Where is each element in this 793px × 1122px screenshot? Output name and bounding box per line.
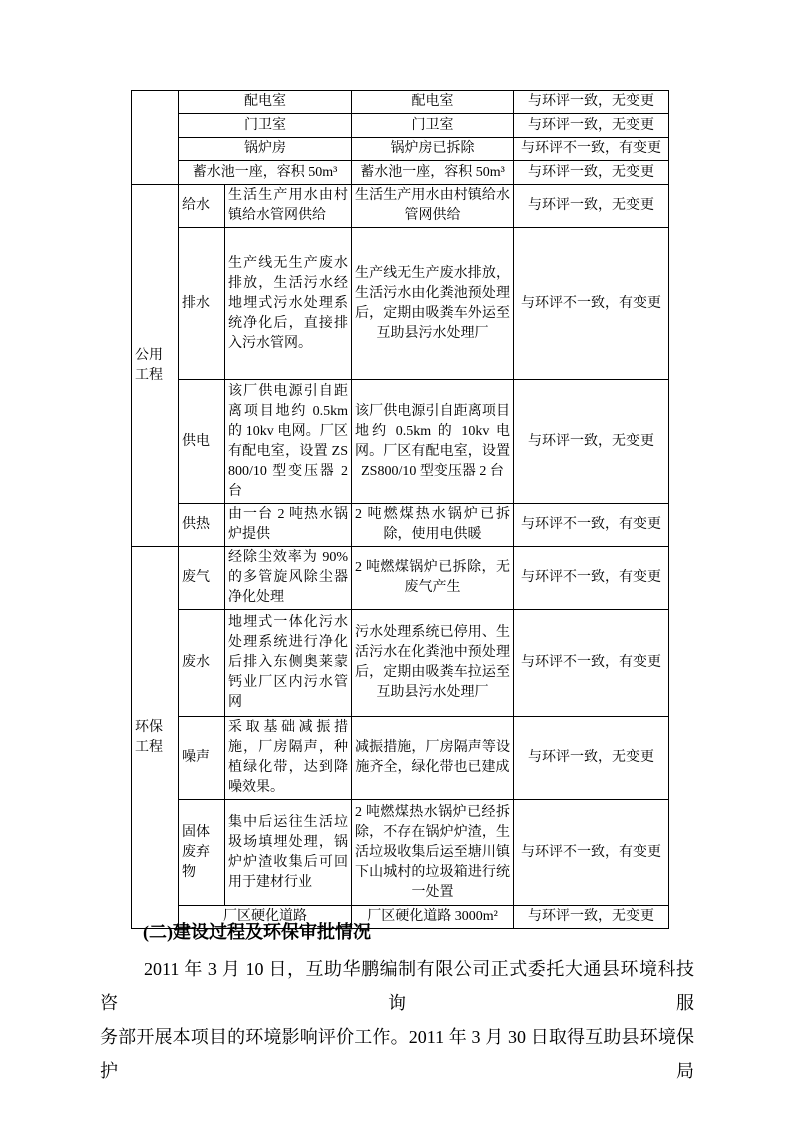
distribution-room-current-cell: 配电室: [352, 91, 514, 114]
table-row: [132, 800, 669, 906]
power-supply-status-cell: 与环评一致，无变更: [514, 380, 669, 504]
drainage-current-cell: 生产线无生产废水排放，生活污水由化粪池预处理后，定期由吸粪车外运至互助县污水处理厂: [352, 228, 514, 380]
water-supply-status-cell: 与环评一致，无变更: [514, 185, 669, 228]
waste-gas-current-cell: 2 吨燃煤锅炉已拆除，无废气产生: [352, 547, 514, 610]
solid-waste-item-cell: 固体废弃物: [179, 800, 225, 906]
table-row: [132, 717, 669, 800]
table-row: [132, 547, 669, 610]
table-row: [132, 185, 669, 228]
distribution-room-status-cell: 与环评一致，无变更: [514, 91, 669, 114]
category-cell-empty: [132, 91, 179, 185]
solid-waste-status-cell: 与环评不一致，有变更: [514, 800, 669, 906]
solid-waste-current-cell: 2 吨燃煤热水锅炉已经拆除，不存在锅炉炉渣，生活垃圾收集后运至塘川镇下山城村的垃圾箱进行统一处置: [352, 800, 514, 906]
heat-supply-approved-cell: 由一台 2 吨热水锅炉提供: [225, 504, 352, 547]
table-row: [132, 138, 669, 161]
hardened-road-approved-cell: 厂区硬化道路: [179, 906, 352, 929]
power-supply-current-cell: 该厂供电源引自距离项目地约 0.5km 的 10kv 电网。厂区有配电室，设置 ZS800/10 型变压器 2 台: [352, 380, 514, 504]
table-row: [132, 114, 669, 138]
paragraph-line-2: 务部开展本项目的环境影响评价工作。2011 年 3 月 30 日取得互助县环境保护局: [100, 1027, 694, 1081]
category-cell-environmental-works: 环保工程: [132, 547, 179, 929]
hardened-road-current-cell: 厂区硬化道路 3000m²: [352, 906, 514, 929]
guard-room-approved-cell: 门卫室: [179, 114, 352, 138]
heat-supply-status-cell: 与环评不一致，有变更: [514, 504, 669, 547]
wastewater-current-cell: 污水处理系统已停用、生活污水在化粪池中预处理后，定期由吸粪车拉运至互助县污水处理厂: [352, 610, 514, 717]
table-row: [132, 91, 669, 114]
table-row: [132, 504, 669, 547]
boiler-room-status-cell: 与环评不一致，有变更: [514, 138, 669, 161]
noise-approved-cell: 采取基础减振措施，厂房隔声，种植绿化带，达到降噪效果。: [225, 717, 352, 800]
table-row: [132, 380, 669, 504]
heat-supply-item-cell: 供热: [179, 504, 225, 547]
water-supply-item-cell: 给水: [179, 185, 225, 228]
table-row: [132, 610, 669, 717]
category-cell-utility-works: 公用工程: [132, 185, 179, 547]
wastewater-approved-cell: 地埋式一体化污水处理系统进行净化后排入东侧奥莱蒙钙业厂区内污水管网: [225, 610, 352, 717]
guard-room-current-cell: 门卫室: [352, 114, 514, 138]
waste-gas-status-cell: 与环评不一致，有变更: [514, 547, 669, 610]
water-tank-status-cell: 与环评一致，无变更: [514, 161, 669, 185]
hardened-road-status-cell: 与环评一致，无变更: [514, 906, 669, 929]
power-supply-approved-cell: 该厂供电源引自距离项目地约 0.5km 的 10kv 电网。厂区有配电室，设置 ZS800/10 型变压器 2 台: [225, 380, 352, 504]
drainage-item-cell: 排水: [179, 228, 225, 380]
noise-status-cell: 与环评一致，无变更: [514, 717, 669, 800]
section-heading: (二)建设过程及环保审批情况: [143, 922, 371, 942]
body-text-block: [100, 919, 694, 1088]
wastewater-item-cell: 废水: [179, 610, 225, 717]
guard-room-status-cell: 与环评一致，无变更: [514, 114, 669, 138]
water-supply-approved-cell: 生活生产用水由村镇给水管网供给: [225, 185, 352, 228]
heat-supply-current-cell: 2 吨燃煤热水锅炉已拆除，使用电供暖: [352, 504, 514, 547]
solid-waste-approved-cell: 集中后运往生活垃圾场填埋处理，锅炉炉渣收集后可回用于建材行业: [225, 800, 352, 906]
waste-gas-item-cell: 废气: [179, 547, 225, 610]
drainage-approved-cell: 生产线无生产废水排放，生活污水经地埋式污水处理系统净化后，直接排入污水管网。: [225, 228, 352, 380]
boiler-room-current-cell: 锅炉房已拆除: [352, 138, 514, 161]
table-row: [132, 228, 669, 380]
water-tank-current-cell: 蓄水池一座，容积 50m³: [352, 161, 514, 185]
distribution-room-approved-cell: 配电室: [179, 91, 352, 114]
water-tank-approved-cell: 蓄水池一座，容积 50m³: [179, 161, 352, 185]
table-row: [132, 161, 669, 185]
water-supply-current-cell: 生活生产用水由村镇给水管网供给: [352, 185, 514, 228]
power-supply-item-cell: 供电: [179, 380, 225, 504]
wastewater-status-cell: 与环评不一致，有变更: [514, 610, 669, 717]
waste-gas-approved-cell: 经除尘效率为 90%的多管旋风除尘器净化处理: [225, 547, 352, 610]
paragraph-line-1: 2011 年 3 月 10 日，互助华鹏编制有限公司正式委托大通县环境科技咨询服: [100, 959, 694, 1013]
noise-item-cell: 噪声: [179, 717, 225, 800]
comparison-table: [131, 90, 669, 929]
drainage-status-cell: 与环评不一致，有变更: [514, 228, 669, 380]
noise-current-cell: 减振措施，厂房隔声等设施齐全，绿化带也已建成: [352, 717, 514, 800]
boiler-room-approved-cell: 锅炉房: [179, 138, 352, 161]
